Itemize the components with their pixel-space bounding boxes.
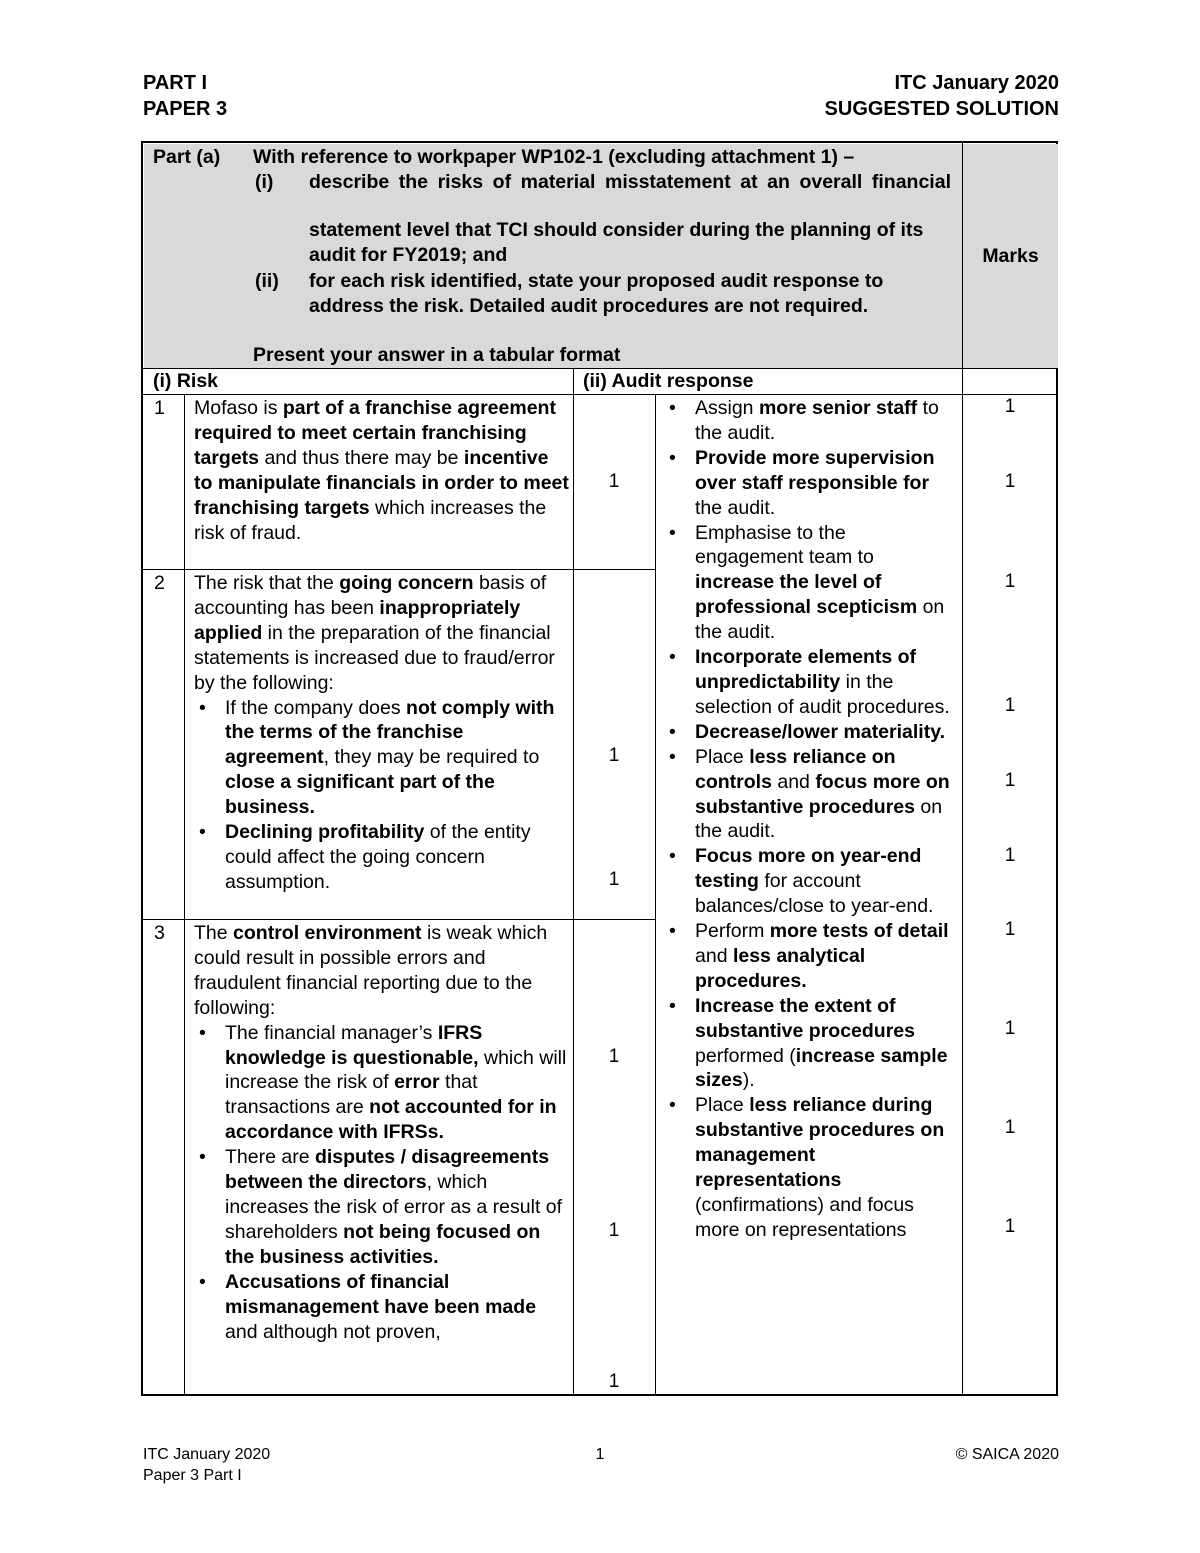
item-1-text-b: statement level that TCI should consider during the planning of its audit for FY2019; and (309, 219, 924, 266)
risk-2-number: 2 (154, 572, 165, 594)
risk-mark: 1 (608, 745, 620, 766)
response-mark: 1 (1004, 571, 1016, 592)
risk-mark: 1 (608, 1046, 620, 1067)
risk-3-bullet-2: • There are disputes / disagreements between the directors, which increases the risk of error as a result of shareholders not being focused on the business activities. (194, 1145, 569, 1270)
item-1-number: (i) (255, 171, 274, 193)
footer-paper: Paper 3 Part I (143, 1467, 242, 1484)
risk-mark: 1 (608, 1371, 620, 1392)
footer-copyright: © SAICA 2020 (955, 1446, 1059, 1463)
footer-exam: ITC January 2020 (143, 1446, 271, 1463)
response-mark: 1 (1004, 919, 1016, 940)
marks-header: Marks (982, 245, 1039, 267)
response-mark: 1 (1004, 695, 1016, 716)
item-2-text: for each risk identified, state your proposed audit response to address the risk. Detailed audit procedures are not required. (309, 270, 884, 317)
response-mark: 1 (1004, 845, 1016, 866)
risk-3-text: The control environment is weak which could result in possible errors and fraudulent financial reporting due to the following: • The financial manager’s IFRS knowledge is questionable, which will increase the risk of error that transactions are not accounted for in accordance with IFRSs. • There are disputes / disagreements between the directors, which increases the risk of error as a result of shareholders not being focused on the business activities. • Accusations of financial mismanagement have been made and although not proven, (194, 921, 569, 1344)
question-label: Part (a) (153, 146, 221, 168)
response-item: • Place less reliance on controls and focus more on substantive procedures on the audit. (664, 745, 954, 845)
risk-mark: 1 (608, 1220, 620, 1241)
audit-responses (664, 396, 954, 1243)
response-item: • Provide more supervision over staff responsible for the audit. (664, 446, 954, 521)
risk-1-text: Mofaso is part of a franchise agreement required to meet certain franchising targets and thus there may be incentive to manipulate financials in order to meet franchising targets which increases the risk of fraud. (194, 397, 569, 544)
risk-mark: 1 (608, 471, 620, 492)
response-mark: 1 (1004, 1216, 1016, 1237)
response-item: • Assign more senior staff to the audit. (664, 396, 954, 446)
response-mark: 1 (1004, 471, 1016, 492)
response-item: • Place less reliance during substantive procedures on management representations (confirmations) and focus more on representations (664, 1093, 954, 1242)
risk-2-bullet-1: • If the company does not comply with the terms of the franchise agreement, they may be required to close a significant part of the business. (194, 696, 569, 821)
page-number: 1 (595, 1446, 605, 1463)
solution-label: SUGGESTED SOLUTION (824, 98, 1059, 120)
risk-mark: 1 (608, 869, 620, 890)
risk-1-number: 1 (154, 397, 165, 419)
response-mark: 1 (1004, 1018, 1016, 1039)
page-header-left (143, 70, 227, 122)
question-intro: With reference to workpaper WP102-1 (excluding attachment 1) – (253, 146, 855, 168)
response-item: • Increase the extent of substantive procedures performed (increase sample sizes). (664, 994, 954, 1094)
footer-left (143, 1444, 270, 1486)
response-item: • Decrease/lower materiality. (664, 720, 954, 745)
paper-label: PAPER 3 (143, 98, 228, 120)
risk-3-bullet-3: • Accusations of financial mismanagement have been made and although not proven, (194, 1270, 569, 1345)
exam-label: ITC January 2020 (894, 72, 1059, 94)
response-item: • Focus more on year-end testing for account balances/close to year-end. (664, 844, 954, 919)
risk-column-heading: (i) Risk (153, 370, 219, 392)
page-header-right (825, 70, 1059, 122)
response-item: • Incorporate elements of unpredictability in the selection of audit procedures. (664, 645, 954, 720)
response-mark: 1 (1004, 1117, 1016, 1138)
risk-3-bullet-1: • The financial manager’s IFRS knowledge is questionable, which will increase the risk of error that transactions are not accounted for in accordance with IFRSs. (194, 1021, 569, 1146)
risk-2-bullet-2: • Declining profitability of the entity could affect the going concern assumption. (194, 820, 569, 895)
response-mark: 1 (1004, 770, 1016, 791)
response-column-heading: (ii) Audit response (583, 370, 754, 392)
response-item: • Emphasise to the engagement team to increase the level of professional scepticism on the audit. (664, 521, 954, 646)
item-1-text-a: describe the risks of material misstatement at an overall financial (309, 171, 951, 193)
risk-3-number: 3 (154, 922, 165, 944)
part-label: PART I (143, 72, 208, 94)
answer-instruction: Present your answer in a tabular format (253, 344, 621, 366)
solution-table (141, 141, 1058, 1396)
response-item: • Perform more tests of detail and less analytical procedures. (664, 919, 954, 994)
item-2-number: (ii) (255, 270, 279, 292)
response-mark: 1 (1004, 396, 1016, 417)
risk-2-text: The risk that the going concern basis of accounting has been inappropriately applied in the preparation of the financial statements is increased due to fraud/error by the following: • If the company does not comply with the terms of the franchise agreement, they may be required to close a significant part of the business. • Declining profitability of the entity could affect the going concern assumption. (194, 571, 569, 895)
